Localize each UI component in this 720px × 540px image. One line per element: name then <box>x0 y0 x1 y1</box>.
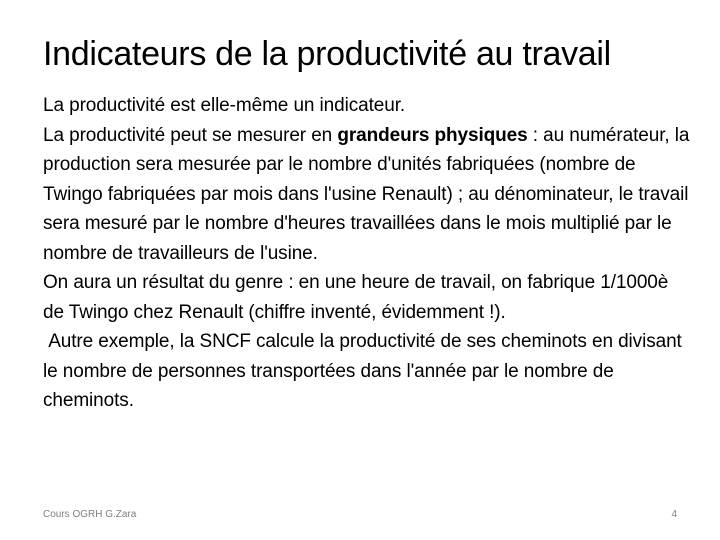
paragraph-2-end: : au numérateur, la production sera mesurée par le nombre d'unités fabriquées (nombre de Twingo fabriquées par mois dans l'usine Renault) ; au dénominateur, le travail sera mesuré par le nombre d'heures travaillées dans le mois multiplié par le nombre de travailleurs de l'usine. <box>43 124 690 264</box>
paragraph-1: La productivité est elle-même un indicateur. <box>43 95 406 116</box>
slide-page-number: 4 <box>671 509 677 520</box>
paragraph-2-bold: grandeurs physiques <box>337 124 528 146</box>
paragraph-2 <box>43 121 693 269</box>
paragraph-4: Autre exemple, la SNCF calcule la productivité de ses cheminots en divisant le nombre de personnes transportées dans l'année par le nombre de cheminots. <box>43 331 687 411</box>
paragraph-3: On aura un résultat du genre : en une heure de travail, on fabrique 1/1000è de Twingo chez Renault (chiffre inventé, évidemment !). <box>43 272 669 323</box>
footer-course-label: Cours OGRH G.Zara <box>43 509 137 520</box>
slide-title: Indicateurs de la productivité au travail <box>43 35 611 73</box>
paragraph-2-start: La productivité peut se mesurer en <box>43 124 338 146</box>
slide-body <box>43 91 693 416</box>
